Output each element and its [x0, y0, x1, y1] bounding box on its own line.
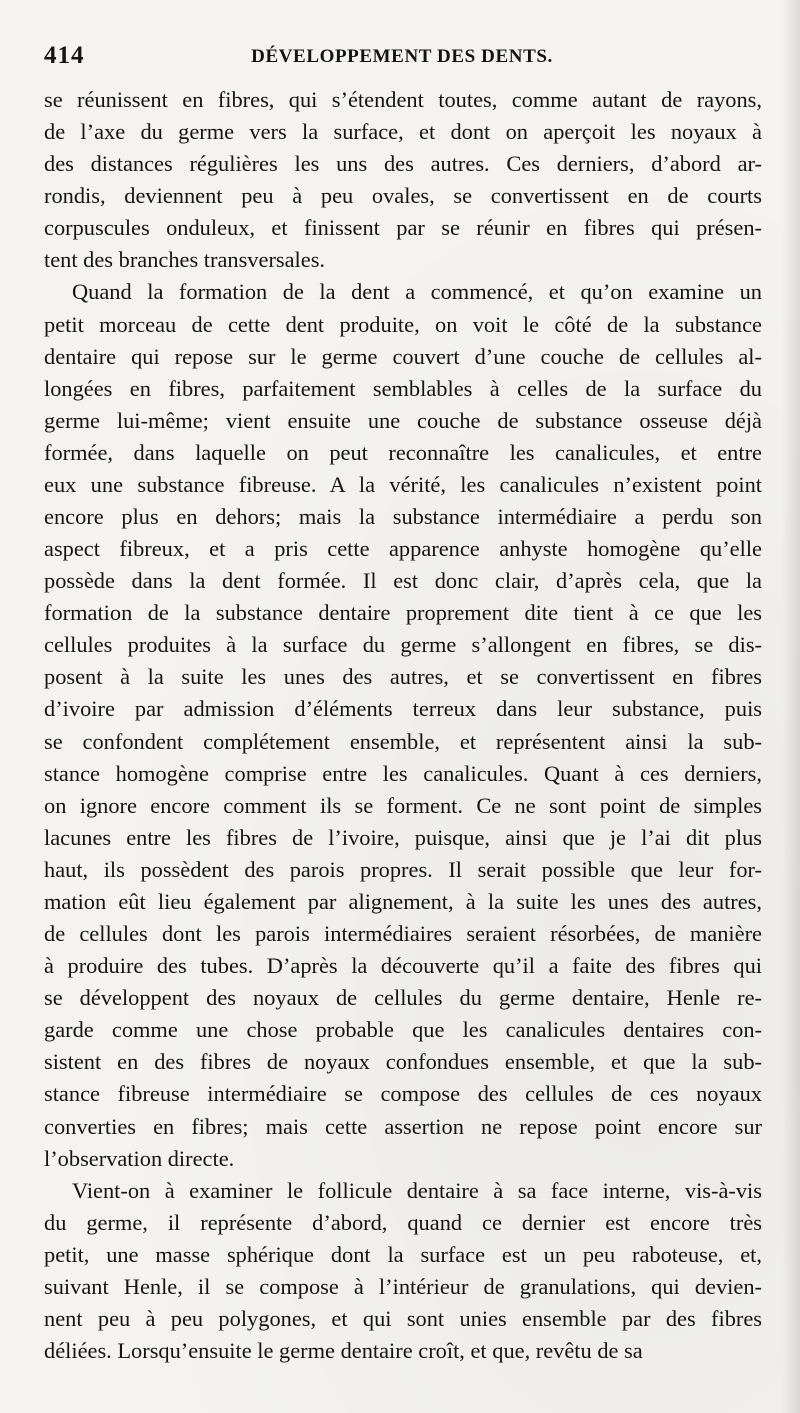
text-line: eux une substance fibreuse. A la vérité, les canalicules n’existent point [44, 471, 762, 497]
text-line: petit morceau de cette dent produite, on voit le côté de la substance [44, 311, 762, 337]
text-line: converties en fibres; mais cette assertion ne repose point encore sur [44, 1113, 762, 1139]
text-line: Quand la formation de la dent a commencé, et qu’on examine un [72, 279, 762, 305]
text-line: longées en fibres, parfaitement semblables à celles de la surface du [44, 375, 762, 401]
text-line: formation de la substance dentaire proprement dite tient à ce que les [44, 600, 762, 626]
text-line: lacunes entre les fibres de l’ivoire, puisque, ainsi que je l’ai dit plus [44, 824, 762, 850]
text-line: germe lui-même; vient ensuite une couche de substance osseuse déjà [44, 407, 762, 433]
text-line: stance fibreuse intermédiaire se compose des cellules de ces noyaux [44, 1081, 762, 1107]
text-line: corpuscules onduleux, et finissent par se réunir en fibres qui présen- [44, 215, 762, 241]
text-line: l’observation directe. [44, 1145, 235, 1171]
text-line: d’ivoire par admission d’éléments terreux dans leur substance, puis [44, 696, 762, 722]
text-line: garde comme une chose probable que les canalicules dentaires con- [44, 1017, 762, 1043]
text-line: de l’axe du germe vers la surface, et dont on aperçoit les noyaux à [44, 119, 762, 145]
text-line: se développent des noyaux de cellules du germe dentaire, Henle re- [44, 985, 762, 1011]
paragraph [44, 276, 762, 1174]
text-line: tent des branches transversales. [44, 247, 326, 273]
page-header [44, 42, 760, 78]
text-line: encore plus en dehors; mais la substance intermédiaire a perdu son [44, 504, 762, 530]
text-line: de cellules dont les parois intermédiaires seraient résorbées, de manière [44, 921, 762, 947]
text-line: se réunissent en fibres, qui s’étendent toutes, comme autant de rayons, [44, 87, 762, 112]
text-line: on ignore encore comment ils se forment. Ce ne sont point de simples [44, 792, 762, 818]
text-line: à produire des tubes. D’après la découverte qu’il a faite des fibres qui [44, 953, 762, 979]
paragraph [44, 1175, 762, 1367]
page-number: 414 [44, 42, 85, 69]
text-line: formée, dans laquelle on peut reconnaître les canalicules, et entre [44, 439, 762, 465]
text-line: aspect fibreux, et a pris cette apparence anhyste homogène qu’elle [44, 536, 762, 562]
text-line: mation eût lieu également par alignement, à la suite les unes des autres, [44, 888, 762, 914]
text-line: se confondent complétement ensemble, et représentent ainsi la sub- [44, 728, 762, 754]
text-line: nent peu à peu polygones, et qui sont unies ensemble par des fibres [44, 1305, 762, 1331]
text-line: cellules produites à la surface du germe s’allongent en fibres, se dis- [44, 632, 762, 658]
body-text [44, 84, 762, 1367]
text-line: des distances régulières les uns des autres. Ces derniers, d’abord ar- [44, 151, 762, 177]
text-line: stance homogène comprise entre les canalicules. Quant à ces derniers, [44, 760, 762, 786]
text-line: petit, une masse sphérique dont la surface est un peu raboteuse, et, [44, 1241, 762, 1267]
running-title: DÉVELOPPEMENT DES DENTS. [251, 46, 553, 67]
text-line: dentaire qui repose sur le germe couvert d’une couche de cellules al- [44, 343, 762, 369]
text-line: Vient-on à examiner le follicule dentaire à sa face interne, vis-à-vis [72, 1177, 762, 1203]
paragraph [44, 84, 762, 276]
text-line: rondis, deviennent peu à peu ovales, se convertissent en de courts [44, 183, 762, 209]
text-line: posent à la suite les unes des autres, et se convertissent en fibres [44, 664, 762, 690]
text-line: possède dans la dent formée. Il est donc clair, d’après cela, que la [44, 568, 762, 594]
text-line: du germe, il représente d’abord, quand ce dernier est encore très [44, 1209, 762, 1235]
page-edge-shadow [782, 0, 800, 1413]
text-line: sistent en des fibres de noyaux confondues ensemble, et que la sub- [44, 1049, 762, 1075]
text-line: déliées. Lorsqu’ensuite le germe dentaire croît, et que, revêtu de sa [44, 1338, 643, 1364]
text-line: suivant Henle, il se compose à l’intérieur de granulations, qui devien- [44, 1273, 762, 1299]
text-line: haut, ils possèdent des parois propres. Il serait possible que leur for- [44, 856, 762, 882]
